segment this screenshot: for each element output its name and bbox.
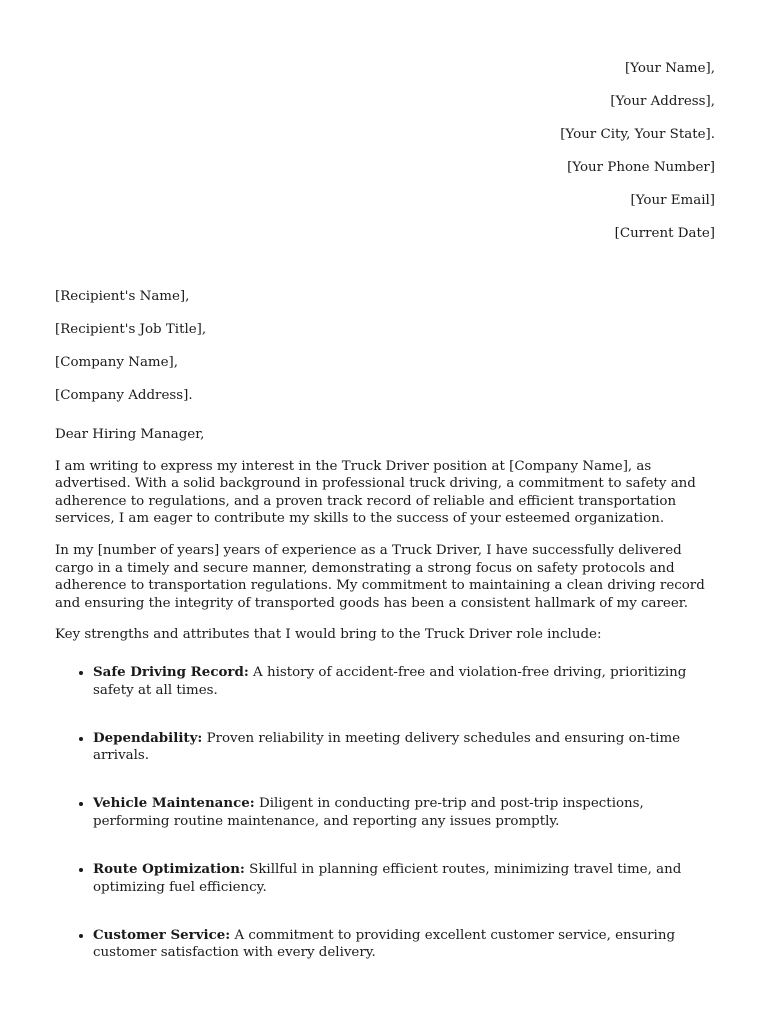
current-date: [Current Date]	[614, 226, 715, 241]
strength-title: Safe Driving Record:	[93, 663, 249, 680]
recipient-name: [Recipient's Name],	[55, 289, 190, 304]
strength-text: A commitment to providing excellent customer service, ensuring customer satisfaction with every delivery.	[93, 927, 676, 961]
list-item	[93, 861, 715, 896]
strength-title: Dependability:	[93, 729, 203, 746]
sender-email: [Your Email]	[630, 193, 715, 208]
strength-text: Skillful in planning efficient routes, minimizing travel time, and optimizing fuel efficiency.	[93, 862, 682, 895]
intro-paragraph: I am writing to express my interest in the Truck Driver position at [Company Name], as advertised. With a solid background in professional truck driving, a commitment to safety and adherence to regulations, and a proven track record of reliable and efficient transportation services, I am eager to contribute my skills to the success of your esteemed organization.	[55, 458, 696, 527]
list-item	[93, 795, 715, 830]
strength-title: Customer Service:	[93, 926, 231, 943]
recipient-company: [Company Name],	[55, 355, 179, 370]
strength-text: Proven reliability in meeting delivery schedules and ensuring on-time arrivals.	[93, 730, 681, 764]
strengths-intro: Key strengths and attributes that I would bring to the Truck Driver role include:	[55, 627, 602, 643]
recipient-job-title: [Recipient's Job Title],	[55, 322, 207, 337]
strength-title: Route Optimization:	[93, 861, 245, 877]
list-item	[93, 730, 715, 765]
strength-text: A history of accident-free and violation-free driving, prioritizing safety at all times.	[93, 664, 687, 698]
sender-city-state: [Your City, Your State].	[560, 127, 715, 142]
list-item	[93, 927, 715, 962]
strength-title: Vehicle Maintenance:	[93, 795, 255, 812]
recipient-block	[55, 280, 715, 412]
sender-name: [Your Name],	[624, 61, 715, 76]
sender-block	[55, 52, 715, 250]
strength-text: Diligent in conducting pre-trip and post-trip inspections, performing routine maintenance, and reporting any issues promptly.	[93, 796, 644, 829]
sender-phone: [Your Phone Number]	[567, 160, 715, 175]
experience-paragraph: In my [number of years] years of experience as a Truck Driver, I have successfully delivered cargo in a timely and secure manner, demonstrating a strong focus on safety protocols and adherence to transportation regulations. My commitment to maintaining a clean driving record and ensuring the integrity of transported goods has been a consistent hallmark of my career.	[55, 542, 705, 611]
strengths-list	[55, 664, 715, 962]
cover-letter-page	[55, 52, 715, 992]
recipient-address: [Company Address].	[55, 388, 193, 403]
list-item	[93, 664, 715, 699]
salutation: Dear Hiring Manager,	[55, 427, 205, 442]
sender-address: [Your Address],	[610, 94, 715, 109]
